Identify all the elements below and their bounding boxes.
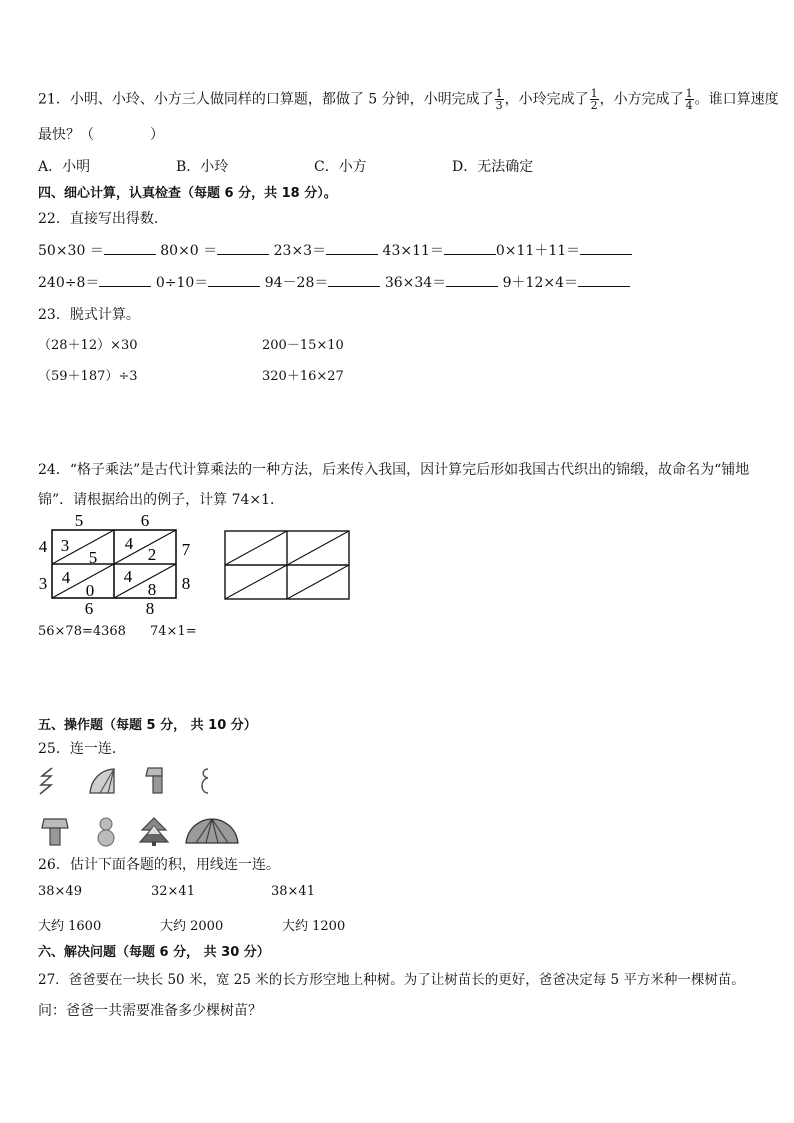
q27-stem-line2: 问：爸爸一共需要准备多少棵树苗？	[38, 1003, 262, 1019]
q22-item: 36×34＝	[384, 275, 447, 291]
half-gourd-icon[interactable]	[196, 766, 212, 796]
cell-digit: 4	[123, 567, 133, 586]
q21-option-d: D．无法确定	[452, 159, 534, 175]
half-mushroom-icon[interactable]	[144, 766, 164, 796]
q21-stem-line2: 最快？（ ）	[38, 127, 164, 143]
answer-blank[interactable]	[208, 274, 260, 287]
cell-digit: 3	[60, 536, 70, 555]
mushroom-icon[interactable]	[40, 816, 70, 848]
answer-blank[interactable]	[580, 242, 632, 255]
q22-item: 80×0 ＝	[160, 243, 218, 259]
q23-item-1: （28＋12）×30	[38, 338, 138, 353]
q26-stem: 26．估计下面各题的积，用线连一连。	[38, 857, 280, 873]
half-tree-icon[interactable]	[38, 766, 60, 796]
q23-stem: 23．脱式计算。	[38, 307, 140, 323]
q22-item: 50×30 ＝	[38, 243, 104, 259]
q22-item: 0×11＋11＝	[495, 243, 581, 259]
q23-item-2: 200－15×10	[262, 338, 344, 353]
q23-item-4: 320＋16×27	[262, 369, 344, 384]
q21-text-b: ，小玲完成了	[504, 91, 589, 108]
q22-row-2	[38, 272, 630, 292]
q24-stem-line1: 24．“格子乘法”是古代计算乘法的一种方法，后来传入我国，因计算完后形如我国古代织出的锦缎，故命名为“铺地	[38, 462, 750, 478]
q26-estimate[interactable]: 大约 1200	[282, 919, 346, 934]
answer-blank[interactable]	[326, 242, 378, 255]
fraction-one-quarter: $\frac{1}{4}$	[685, 87, 693, 112]
q22-item: 9＋12×4＝	[502, 275, 578, 291]
cell-digit: 4	[124, 534, 134, 553]
q21-option-c: C．小方	[314, 159, 367, 175]
cell-digit: 0	[85, 581, 95, 600]
lattice-task-caption: 74×1=	[150, 624, 197, 639]
top-digit: 6	[140, 511, 150, 530]
lattice-example-grid	[30, 510, 200, 620]
answer-blank[interactable]	[217, 242, 269, 255]
q26-product[interactable]: 38×41	[271, 884, 315, 899]
answer-blank[interactable]	[99, 274, 151, 287]
half-umbrella-icon[interactable]	[88, 766, 116, 796]
q26-product[interactable]: 38×49	[38, 884, 82, 899]
q22-item: 43×11＝	[382, 243, 444, 259]
right-digit: 7	[181, 540, 191, 559]
q26-product[interactable]: 32×41	[151, 884, 195, 899]
q24-stem-line2: 锦”．请根据给出的例子，计算 74×1．	[38, 492, 285, 508]
cell-digit: 5	[88, 548, 98, 567]
q25-stem: 25．连一连．	[38, 741, 126, 757]
q21-text-d: 。谁口算速度	[694, 91, 779, 108]
q22-row-1	[38, 240, 632, 260]
q26-estimate[interactable]: 大约 2000	[160, 919, 224, 934]
q21-option-a: A．小明	[38, 159, 91, 175]
q22-item: 94－28＝	[264, 275, 329, 291]
q21-text-c: ，小方完成了	[599, 91, 684, 108]
lattice-answer-grid[interactable]	[224, 530, 352, 602]
answer-blank[interactable]	[328, 274, 380, 287]
q27-stem-line1: 27．爸爸要在一块长 50 米，宽 25 米的长方形空地上种树。为了让树苗长的更好，爸爸决定每 5 平方米种一棵树苗。	[38, 972, 745, 988]
q21-option-b: B．小玲	[176, 159, 229, 175]
lattice-example-caption: 56×78=4368	[38, 624, 126, 639]
section-5-title: 五、操作题（每题 5 分， 共 10 分）	[38, 718, 257, 733]
gourd-icon[interactable]	[94, 816, 118, 848]
cell-digit: 8	[147, 580, 157, 599]
q21-stem	[38, 88, 779, 111]
section-4-title: 四、细心计算，认真检查（每题 6 分，共 18 分）。	[38, 186, 337, 201]
cell-digit: 2	[147, 545, 157, 564]
tree-icon[interactable]	[138, 816, 170, 848]
q21-text-a: 21．小明、小玲、小方三人做同样的口算题，都做了 5 分钟，小明完成了	[38, 91, 494, 108]
answer-blank[interactable]	[578, 274, 630, 287]
q22-item: 23×3＝	[273, 243, 327, 259]
umbrella-icon[interactable]	[184, 816, 240, 848]
q22-stem: 22．直接写出得数．	[38, 211, 168, 227]
q22-item: 240÷8＝	[38, 275, 100, 291]
answer-blank[interactable]	[444, 242, 496, 255]
cell-digit: 4	[61, 568, 71, 587]
section-6-title: 六、解决问题（每题 6 分， 共 30 分）	[38, 945, 270, 960]
answer-blank[interactable]	[446, 274, 498, 287]
bottom-digit: 8	[145, 599, 155, 618]
q26-estimate[interactable]: 大约 1600	[38, 919, 102, 934]
answer-blank[interactable]	[104, 242, 156, 255]
fraction-one-third: $\frac{1}{3}$	[495, 87, 503, 112]
bottom-digit: 6	[84, 599, 94, 618]
q23-item-3: （59＋187）÷3	[38, 369, 138, 384]
right-digit: 8	[181, 574, 191, 593]
fraction-one-half: $\frac{1}{2}$	[590, 87, 598, 112]
q22-item: 0÷10＝	[155, 275, 209, 291]
left-digit: 4	[38, 537, 48, 556]
top-digit: 5	[74, 511, 84, 530]
left-digit: 3	[38, 574, 48, 593]
